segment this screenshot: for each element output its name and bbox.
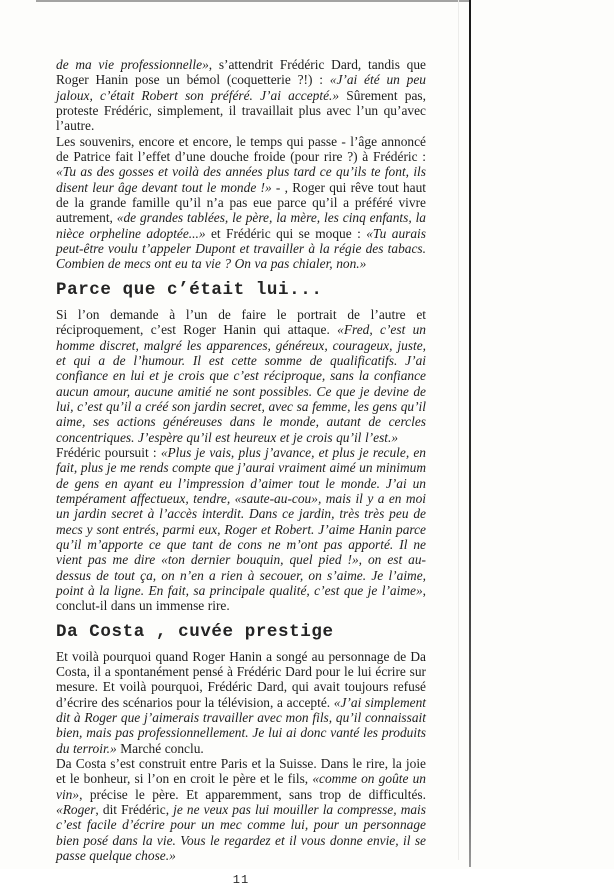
paragraph-da-costa: Et voilà pourquoi quand Roger Hanin a songé au personnage de Da Costa, il a spontanément pensé à Frédéric Dard pour le lui écrire sur mesure. Et voilà pourquoi, Frédéric Dard, qui avait toujours refusé d’écrire des scénarios pour la télévision, a accepté. «J’ai simplement dit à Roger que j’aimerais travailler avec mon fils, qu’il connaissait bien, mais pas professionnellement. Je lui ai donc vanté les produits du terroir.» Marché conclu.	[56, 648, 426, 756]
paragraph-frederic-poursuit: Frédéric poursuit : «Plus je vais, plus j’avance, et plus je recule, en fait, plus je me rends compte que j’aurai vraiment aimé un minimum de gens en ayant eu l’impression d’aimer tout le monde. J’ai un tempérament affectueux, tendre, «saute-au-cou», mais il y a en moi un jardin secret à l’accès interdit. Dans ce jardin, très très peu de mecs y sont entrés, parmi eux, Roger et Robert. J’aime Hanin parce qu’il m’apporte ce que tant de cons ne m’ont pas apporté. Il ne vient pas me dire «ton dernier bouquin, quel pied !», on est au-dessus de tout ça, on n’en a rien à secouer, on s’aime. Je l’aime, point à la ligne. En fait, sa principale qualité, c’est que je l’aime», conclut-il dans un immense rire.	[56, 444, 426, 614]
page-fold-shadow	[458, 0, 459, 860]
page-number: 11	[232, 872, 250, 887]
paragraph-portrait: Si l’on demande à l’un de faire le portrait de l’autre et réciproquement, c’est Roger Hanin qui attaque. «Fred, c’est un homme discret, malgré les apparences, généreux, courageux, juste, et qui a de l’humour. Il est cette somme de qualificatifs. J’ai confiance en lui et je crois que c’est réciproque, sans la confiance aucun amour, aucune amitié ne sont possibles. Ce que je devine de lui, c’est qu’il a créé son jardin secret, avec sa femme, les gens qu’il aime, ses actions généreuses dans le monde, autant de cercles concentriques. J’espère qu’il est heureux et je crois qu’il l’est.»	[56, 306, 426, 445]
paragraph-paris-suisse: Da Costa s’est construit entre Paris et la Suisse. Dans le rire, la joie et le bonheur, si l’on en croit le père et le fils, «comme on goûte un vin», précise le père. Et apparemment, sans trop de difficultés. «Roger, dit Frédéric, je ne veux pas lui mouiller la compresse, mais c’est facile d’écrire pour un mec comme lui, pour un personnage bien posé dans la vie. Vous le regardez et il vous donne envie, il se passe quelque chose.»	[56, 756, 426, 864]
text-column	[56, 57, 426, 887]
paragraph-continuation: de ma vie professionnelle», s’attendrit Frédéric Dard, tandis que Roger Hanin pose un bémol (coquetterie ?!) : «J’ai été un peu jaloux, c’était Robert son préféré. J’ai accepté.» Sûrement pas, proteste Frédéric, simplement, il travaillait plus avec l’un qu’avec l’autre.	[56, 57, 426, 134]
section-heading-da-costa: Da Costa , cuvée prestige	[56, 621, 334, 642]
section-heading-parce-que: Parce que c’était lui...	[56, 279, 323, 300]
page-fold-line	[469, 0, 471, 867]
paragraph-souvenirs: Les souvenirs, encore et encore, le temps qui passe - l’âge annoncé de Patrice fait l’effet d’une douche froide (pour rire ?) à Frédéric : «Tu as des gosses et voilà des années plus tard ce qu’ils te font, ils disent leur âge devant tout le monde !» - , Roger qui rêve tout haut de la grande famille qu’il n’a pas eue parce qu’il a préféré vivre autrement, «de grandes tablées, le père, la mère, les cinq enfants, la nièce orpheline adoptée...» et Frédéric qui se moque : «Tu aurais peut-être voulu t’appeler Dupont et travailler à la régie des tabacs. Combien de mecs ont eu ta vie ? On va pas chialer, non.»	[56, 133, 426, 272]
scan-edge-artifact	[36, 0, 470, 2]
